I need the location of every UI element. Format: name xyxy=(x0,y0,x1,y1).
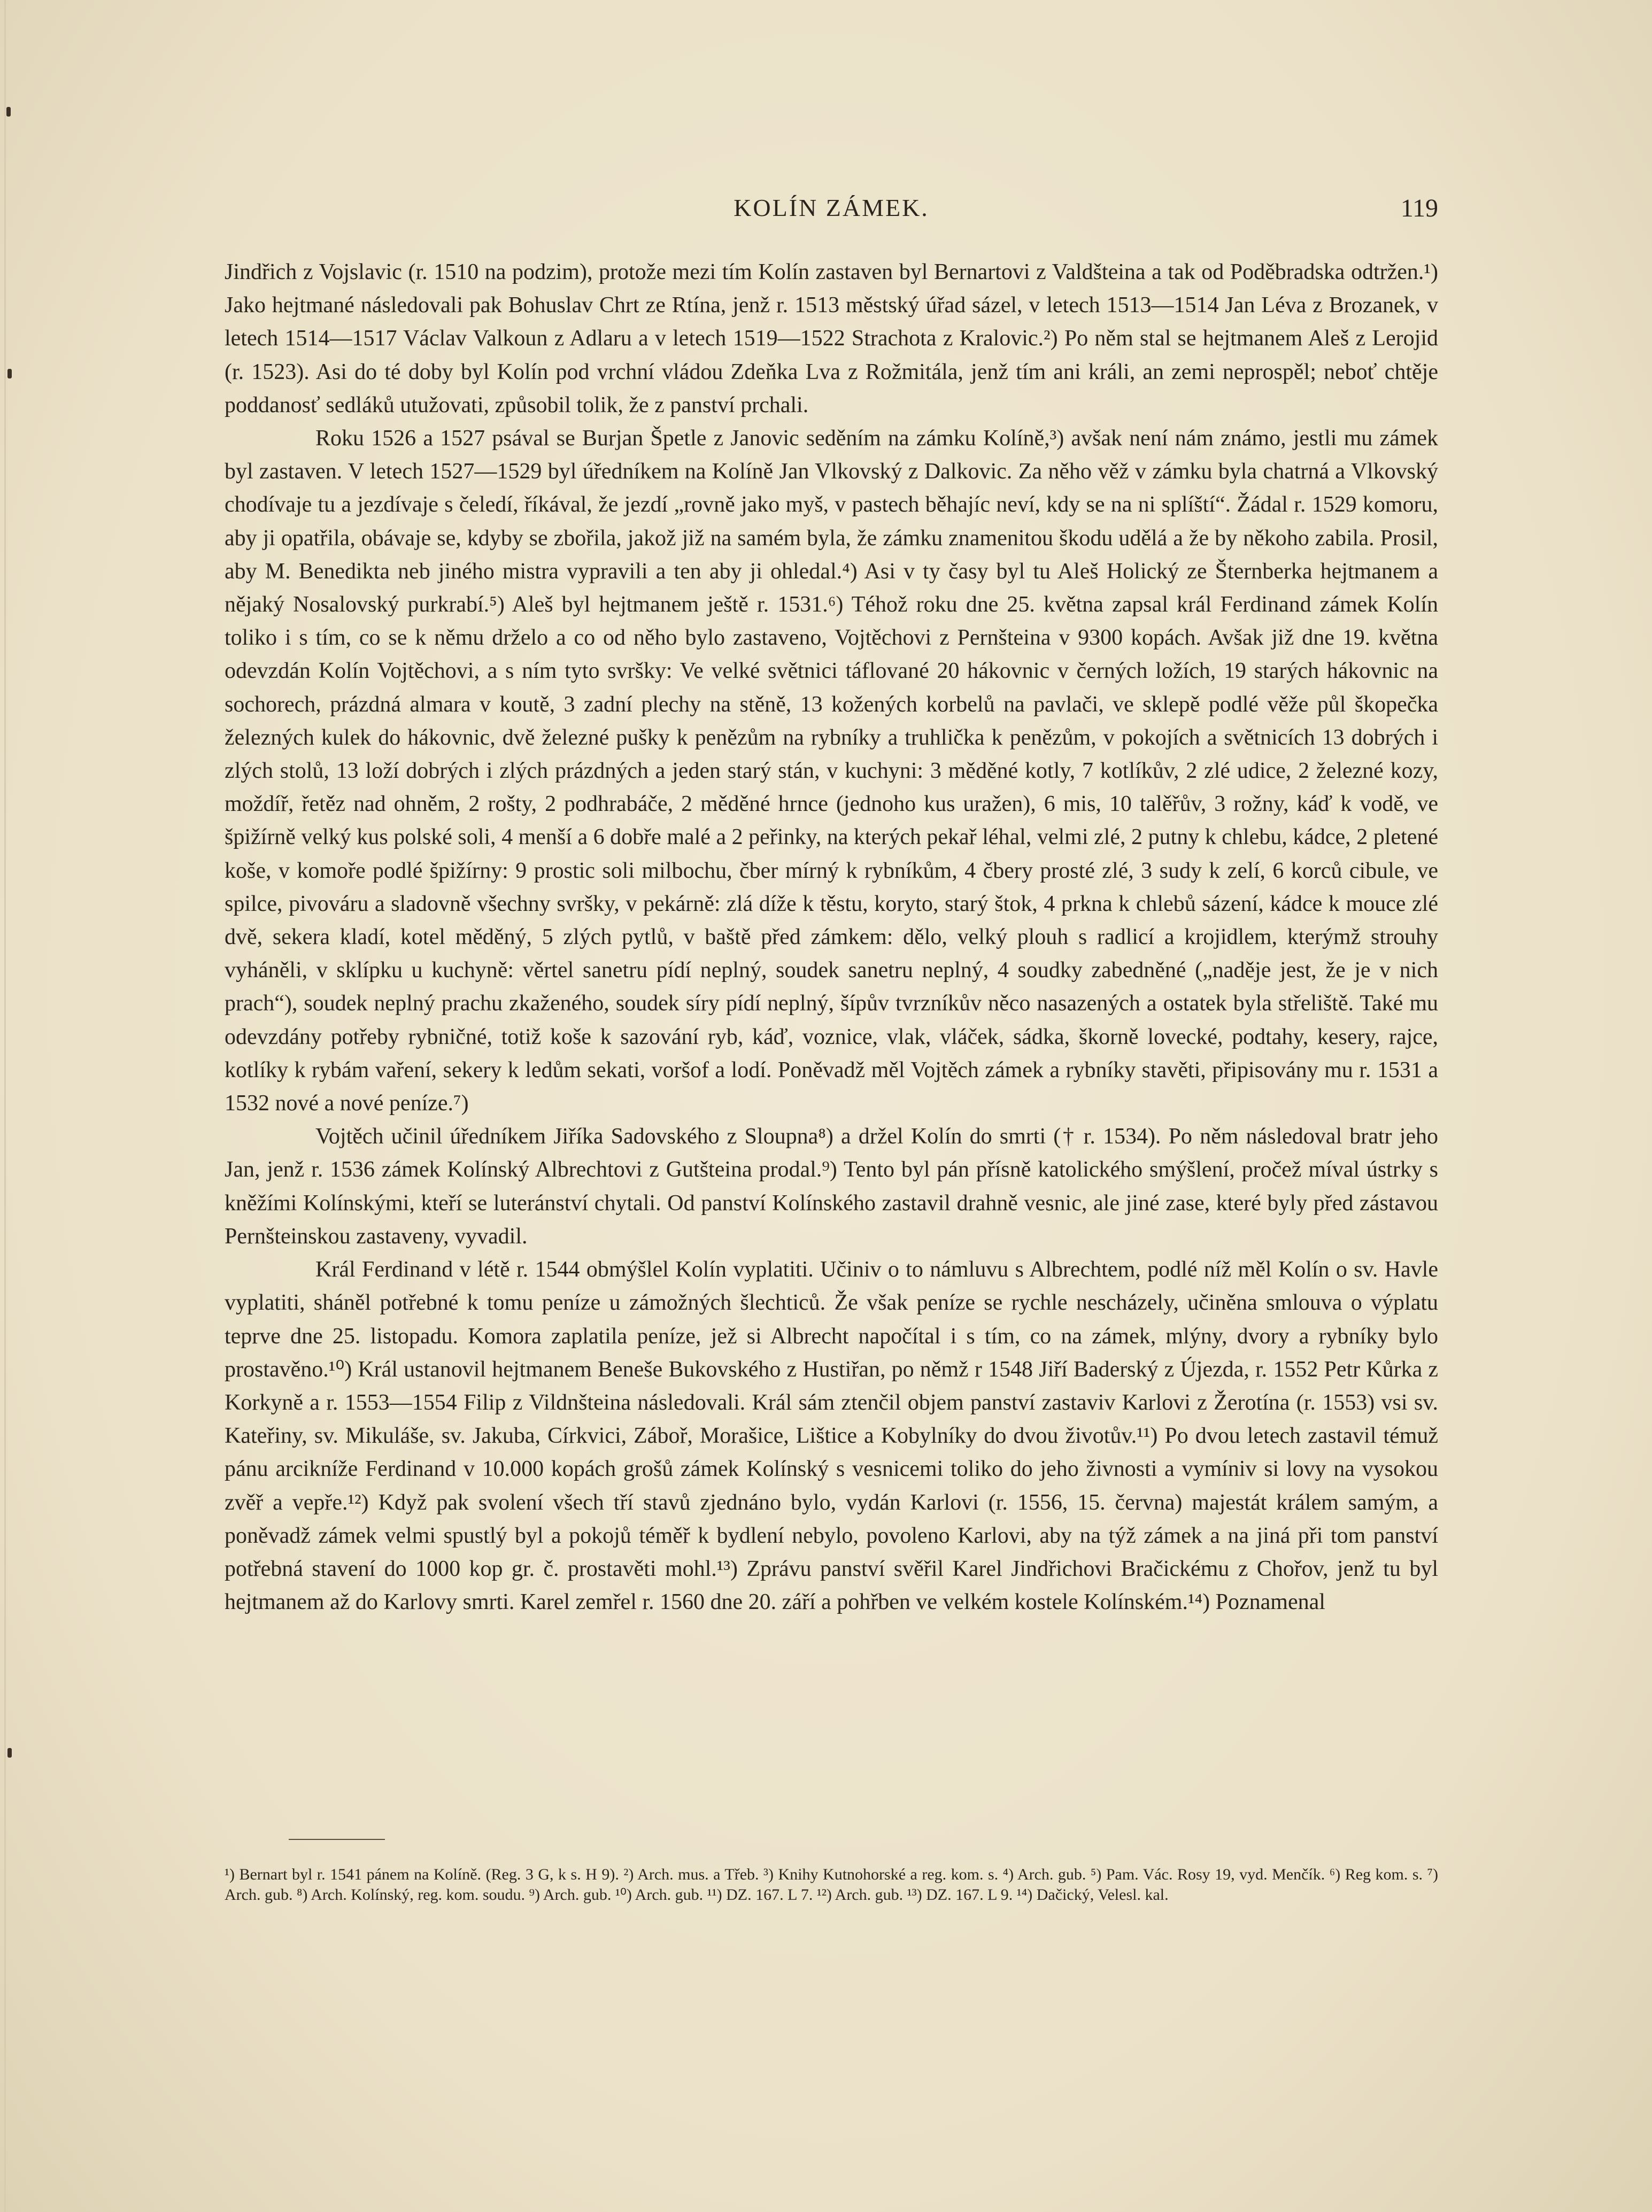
margin-mark xyxy=(6,107,11,117)
margin-mark xyxy=(7,369,12,378)
running-title: KOLÍN ZÁMEK. xyxy=(734,194,929,221)
body-text xyxy=(225,256,1438,1619)
footnote-divider xyxy=(289,1839,385,1840)
page-header xyxy=(225,194,1438,236)
paragraph: Král Ferdinand v létě r. 1544 obmýšlel Kolín vyplatiti. Učiniv o to námluvu s Albrechtem, podlé níž měl Kolín o sv. Havle vyplatiti, sháněl potřebné k tomu peníze u zámožných šlechticů. Že však peníze se rychle nescházely, učiněna smlouva o výplatu teprve dne 25. listopadu. Komora zaplatila peníze, jež si Albrecht napočítal i s tím, co na zámek, mlýny, dvory a rybníky bylo prostavěno.¹⁰) Král ustanovil hejtmanem Beneše Bukovského z Hustiřan, po němž r 1548 Jiří Baderský z Újezda, r. 1552 Petr Kůrka z Korkyně a r. 1553—1554 Filip z Vildnšteina následovali. Král sám ztenčil objem panství zastaviv Karlovi z Žerotína (r. 1553) vsi sv. Kateřiny, sv. Mikuláše, sv. Jakuba, Církvici, Záboř, Morašice, Lištice a Kobylníky do dvou životův.¹¹) Po dvou letech zastavil témuž pánu arcikníže Ferdinand v 10.000 kopách grošů zámek Kolínský s vesnicemi toliko do jeho živnosti a vymíniv si lovy na vysokou zvěř a vepře.¹²) Když pak svolení všech tří stavů zjednáno bylo, vydán Karlovi (r. 1556, 15. června) majestát králem samým, a poněvadž zámek velmi spustlý byl a pokojů téměř k bydlení nebylo, povoleno Karlovi, aby na týž zámek a na jiná při tom panství potřebná stavení do 1000 kop gr. č. prostavěti mohl.¹³) Zprávu panství svěřil Karel Jindřichovi Bračickému z Chořov, jenž tu byl hejtmanem až do Karlovy smrti. Karel zemřel r. 1560 dne 20. září a pohřben ve velkém kostele Kolínském.¹⁴) Poznamenal xyxy=(225,1257,1438,1615)
margin-mark xyxy=(7,1748,12,1758)
paragraph: Roku 1526 a 1527 psával se Burjan Špetle z Janovic seděním na zámku Kolíně,³) avšak není nám známo, jestli mu zámek byl zastaven. V letech 1527—1529 byl úředníkem na Kolíně Jan Vlkovský z Dalkovic. Za něho věž v zámku byla chatrná a Vlkovský chodívaje tu a jezdívaje s čeledí, říkával, že jezdí „rovně jako myš, v pastech běhajíc neví, kdy se na ni splíští“. Žádal r. 1529 komoru, aby ji opatřila, obávaje se, kdyby se zbořila, jakož již na samém byla, že zámku znamenitou škodu udělá a že by někoho zabila. Prosil, aby M. Benedikta neb jiného mistra vypravili a ten aby ji ohledal.⁴) Asi v ty časy byl tu Aleš Holický ze Šternberka hejtmanem a nějaký Nosalovský purkrabí.⁵) Aleš byl hejtmanem ještě r. 1531.⁶) Téhož roku dne 25. května zapsal král Ferdinand zámek Kolín toliko i s tím, co se k němu drželo a co od něho bylo zastaveno, Vojtěchovi z Pernšteina v 9300 kopách. Avšak již dne 19. května odevzdán Kolín Vojtěchovi, a s ním tyto svršky: Ve velké světnici táflované 20 hákovnic v černých ložích, 19 starých hákovnic na sochorech, prázdná almara v koutě, 3 zadní plechy na stěně, 13 kožených korbelů na pavlači, ve sklepě podlé věže půl škopečka železných kulek do hákovnic, dvě železné pušky k penězům na rybníky a truhlička k penězům, v pokojích a světnicích 13 dobrých i zlých stolů, 13 loží dobrých i zlých prázdných a jeden starý stán, v kuchyni: 3 měděné kotly, 7 kotlíkův, 2 zlé udice, 2 železné kozy, moždíř, řetěz nad ohněm, 2 rošty, 2 podhrabáče, 2 měděné hrnce (jednoho kus uražen), 6 mis, 10 talěřův, 3 rožny, káď k vodě, ve špižírně velký kus polské soli, 4 menší a 6 dobře malé a 2 peřinky, na kterých pekař léhal, velmi zlé, 2 putny k chlebu, kádce, 2 pletené koše, v komoře podlé špižírny: 9 prostic soli milbochu, čber mírný k rybníkům, 4 čbery prosté zlé, 3 sudy k zelí, 6 korců cibule, ve spilce, pivováru a sladovně všechny svršky, v pekárně: zlá díže k těstu, koryto, starý štok, 4 prkna k chlebů sázení, kádce k mouce zlé dvě, sekera kladí, kotel měděný, 5 zlých pytlů, v baště před zámkem: dělo, velký plouh s radlicí a krojidlem, kterýmž strouhy vyháněli, v sklípku u kuchyně: věrtel sanetru pídí neplný, soudek sanetru neplný, 4 soudky zabedněné („naděje jest, že je v nich prach“), soudek neplný prachu zkaženého, soudek síry pídí neplný, šípův tvrzníkův něco nasazených a ostatek byla střeliště. Také mu odevzdány potřeby rybničné, totiž koše k sazování ryb, káď, voznice, vlak, vláček, sádka, škorně lovecké, podtahy, kesery, rajce, kotlíky k rybám vaření, sekery k ledům sekati, voršof a lodí. Poněvadž měl Vojtěch zámek a rybníky stavěti, připisovány mu r. 1531 a 1532 nové a nové peníze.⁷) xyxy=(225,426,1438,1116)
footnotes: ¹) Bernart byl r. 1541 pánem na Kolíně. (Reg. 3 G, k s. H 9). ²) Arch. mus. a Třeb. ³) Knihy Kutnohorské a reg. kom. s. ⁴) Arch. gub. ⁵) Pam. Vác. Rosy 19, vyd. Menčík. ⁶) Reg kom. s. ⁷) Arch. gub. ⁸) Arch. Kolínský, reg. kom. soudu. ⁹) Arch. gub. ¹⁰) Arch. gub. ¹¹) DZ. 167. L 7. ¹²) Arch. gub. ¹³) DZ. 167. L 9. ¹⁴) Dačický, Velesl. kal. xyxy=(225,1866,1438,1904)
paragraph: Vojtěch učinil úředníkem Jiříka Sadovského z Sloupna⁸) a držel Kolín do smrti († r. 1534). Po něm následoval bratr jeho Jan, jenž r. 1536 zámek Kolínský Albrechtovi z Gutšteina prodal.⁹) Tento byl pán přísně katolického smýšlení, pročež míval ústrky s kněžími Kolínskými, kteří se luteránství chytali. Od panství Kolínského zastavil drahně vesnic, ale jiné zase, které byly před zástavou Pernšteinskou zastaveny, vyvadil. xyxy=(225,1124,1438,1249)
page-number: 119 xyxy=(1400,194,1438,222)
page-edge xyxy=(4,0,6,2212)
paragraph: Jindřich z Vojslavic (r. 1510 na podzim), protože mezi tím Kolín zastaven byl Bernartovi z Valdšteina a tak od Poděbradska odtržen.¹) Jako hejtmané následovali pak Bohuslav Chrt ze Rtína, jenž r. 1513 městský úřad sázel, v letech 1513—1514 Jan Léva z Brozanek, v letech 1514—1517 Václav Valkoun z Adlaru a v letech 1519—1522 Strachota z Kralovic.²) Po něm stal se hejtmanem Aleš z Lerojid (r. 1523). Asi do té doby byl Kolín pod vrchní vládou Zdeňka Lva z Rožmitála, jenž tím ani králi, an zemi neprospěl; neboť chtěje poddanosť sedláků utužovati, způsobil tolik, že z panství prchali. xyxy=(225,260,1438,417)
